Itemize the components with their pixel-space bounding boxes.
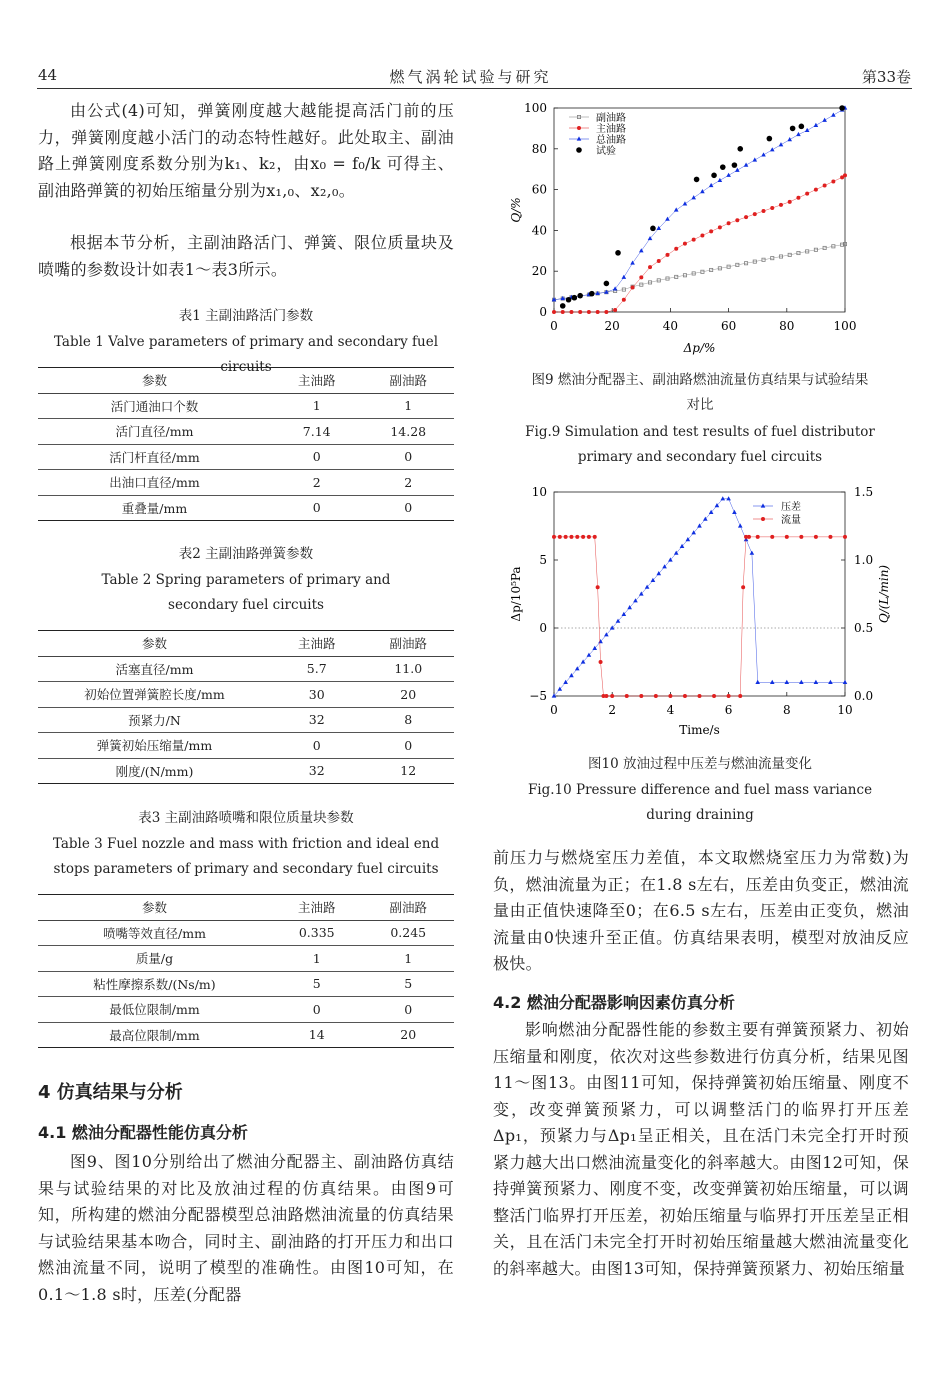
table-row — [38, 470, 454, 496]
x-tick-label: 6 — [724, 703, 733, 717]
data-point-流量 — [599, 660, 603, 664]
data-point-试验 — [711, 173, 717, 179]
legend-marker — [761, 517, 765, 521]
x-tick-label: 2 — [608, 703, 617, 717]
table-header-cell: 参数 — [38, 631, 271, 657]
y-right-tick-label: 1.5 — [854, 485, 874, 499]
data-point-流量 — [741, 585, 745, 589]
table-cell: 重叠量/mm — [38, 495, 271, 521]
table-row — [38, 758, 454, 784]
figure-9-chart — [490, 96, 910, 358]
volume-label: 第33卷 — [861, 68, 911, 86]
table-cell: 1 — [271, 393, 363, 419]
table-row — [38, 946, 454, 972]
table3-title-en: Table 3 Fuel nozzle and mass with friction and ideal end stops parameters of primary and secondary fuel circuits — [52, 836, 440, 877]
data-point-流量 — [756, 535, 760, 539]
legend-label: 总油路 — [596, 135, 626, 146]
y-tick-label: 100 — [524, 101, 547, 115]
right-paragraph-1: 前压力与燃烧室压力差值，本文取燃烧室压力为常数)为负，燃油流量为正；在1.8 s左右，压差由负变正，燃油流量由正值快速降至0；在6.5 s左右，压差由正变负，燃油流量由0快速升至正值。仿真结果表明，模型对放油反应极快。 — [493, 848, 909, 973]
data-point-总油路 — [770, 147, 775, 151]
data-point-试验 — [737, 146, 743, 152]
data-point-总油路 — [718, 178, 723, 182]
data-point-主油路 — [613, 308, 617, 312]
data-point-试验 — [694, 177, 700, 183]
table-cell: 0 — [271, 444, 363, 470]
section-4-heading: 4 仿真结果与分析 — [38, 1082, 183, 1103]
legend-label: 试验 — [596, 146, 616, 157]
data-point-压差 — [755, 680, 760, 684]
y-tick-label: 0 — [539, 305, 547, 319]
data-point-流量 — [552, 535, 556, 539]
data-point-主油路 — [692, 238, 696, 242]
table-row — [38, 997, 454, 1023]
legend-label: 压差 — [781, 502, 801, 513]
data-point-主油路 — [770, 206, 774, 210]
y-axis-label: Δp/10⁵Pa — [509, 566, 523, 622]
y-right-tick-label: 0.0 — [854, 689, 874, 703]
legend-marker — [576, 147, 582, 153]
data-point-试验 — [615, 250, 621, 256]
table-row — [38, 971, 454, 997]
table1-title-cn: 表1 主副油路活门参数 — [178, 308, 314, 324]
data-point-试验 — [604, 281, 610, 287]
table-cell: 喷嘴等效直径/mm — [38, 920, 271, 946]
x-tick-label: 80 — [779, 319, 795, 333]
table-row — [38, 656, 454, 682]
data-point-主油路 — [596, 310, 600, 314]
data-point-主油路 — [700, 234, 704, 238]
table-row — [38, 444, 454, 470]
data-point-主油路 — [779, 203, 783, 207]
data-point-试验 — [572, 295, 578, 301]
data-point-压差 — [828, 680, 833, 684]
y-axis-label: Q/% — [509, 197, 523, 223]
data-point-主油路 — [788, 200, 792, 204]
table1-title-en: Table 1 Valve parameters of primary and secondary fuel circuits — [53, 334, 439, 375]
data-point-流量 — [843, 535, 847, 539]
data-point-压差 — [770, 680, 775, 684]
table-cell: 20 — [362, 682, 454, 708]
table-cell: 0 — [271, 495, 363, 521]
data-point-主油路 — [727, 221, 731, 225]
table-row — [38, 1022, 454, 1048]
table-row — [38, 682, 454, 708]
table-header-cell: 副油路 — [362, 368, 454, 394]
figure-10-caption-en: Fig.10 Pressure difference and fuel mass variance during draining — [527, 782, 873, 823]
table-row — [38, 393, 454, 419]
data-point-试验 — [767, 136, 773, 142]
y-tick-label: −5 — [529, 689, 547, 703]
figure-10-caption-cn: 图10 放油过程中压差与燃油流量变化 — [588, 756, 812, 772]
data-point-总油路 — [831, 113, 836, 117]
data-point-总油路 — [744, 163, 749, 167]
section-4-1-heading: 4.1 燃油分配器性能仿真分析 — [38, 1123, 248, 1142]
data-point-流量 — [785, 535, 789, 539]
table-cell: 8 — [362, 707, 454, 733]
data-point-流量 — [727, 694, 731, 698]
table-cell: 活门直径/mm — [38, 419, 271, 445]
data-point-主油路 — [831, 179, 835, 183]
data-point-主油路 — [823, 184, 827, 188]
table-header-cell: 主油路 — [271, 895, 363, 921]
legend-label: 流量 — [781, 515, 801, 526]
table-cell: 0 — [362, 495, 454, 521]
data-point-流量 — [770, 535, 774, 539]
data-point-主油路 — [709, 229, 713, 233]
table2-title-en: Table 2 Spring parameters of primary and secondary fuel circuits — [101, 572, 391, 613]
table-2 — [38, 630, 454, 784]
y-tick-label: 5 — [539, 553, 547, 567]
x-tick-label: 20 — [604, 319, 620, 333]
table-cell: 32 — [271, 707, 363, 733]
page-number: 44 — [38, 66, 58, 84]
data-point-压差 — [720, 496, 725, 500]
x-tick-label: 100 — [833, 319, 857, 333]
data-point-总油路 — [805, 128, 810, 132]
table-row — [38, 733, 454, 759]
table-cell: 11.0 — [362, 656, 454, 682]
x-axis-label: Time/s — [679, 723, 720, 737]
data-point-流量 — [683, 694, 687, 698]
data-point-试验 — [577, 293, 583, 299]
data-point-流量 — [558, 535, 562, 539]
table-cell: 0 — [362, 733, 454, 759]
data-point-主油路 — [796, 196, 800, 200]
table-row — [38, 707, 454, 733]
x-tick-label: 0 — [550, 319, 558, 333]
table-cell: 活门杆直径/mm — [38, 444, 271, 470]
data-point-流量 — [593, 535, 597, 539]
figure-10-chart — [490, 482, 910, 748]
table3-title-cn: 表3 主副油路喷嘴和限位质量块参数 — [138, 810, 354, 826]
data-point-总油路 — [683, 201, 688, 205]
data-point-主油路 — [843, 173, 847, 177]
data-point-主油路 — [648, 265, 652, 269]
y-right-tick-label: 1.0 — [854, 553, 874, 567]
data-point-流量 — [799, 535, 803, 539]
data-point-流量 — [698, 694, 702, 698]
data-point-试验 — [720, 164, 726, 170]
table-cell: 2 — [271, 470, 363, 496]
table-cell: 0 — [271, 733, 363, 759]
data-point-总油路 — [709, 183, 714, 187]
data-point-主油路 — [805, 192, 809, 196]
table2-title-cn: 表2 主副油路弹簧参数 — [178, 546, 314, 562]
x-tick-label: 40 — [662, 319, 679, 333]
table-cell: 出油口直径/mm — [38, 470, 271, 496]
table-cell: 0 — [362, 997, 454, 1023]
table-row — [38, 419, 454, 445]
y-tick-label: 60 — [531, 182, 547, 197]
table-header-cell: 参数 — [38, 368, 271, 394]
plot-frame — [554, 492, 845, 696]
data-point-流量 — [738, 694, 742, 698]
table-cell: 1 — [362, 946, 454, 972]
data-point-主油路 — [578, 310, 582, 314]
data-point-流量 — [604, 694, 608, 698]
x-tick-label: 8 — [782, 703, 791, 717]
table-header-cell: 副油路 — [362, 631, 454, 657]
table-cell: 14.28 — [362, 419, 454, 445]
table-cell: 初始位置弹簧腔长度/mm — [38, 682, 271, 708]
table-cell: 1 — [271, 946, 363, 972]
y-right-axis-label: Q/(L/min) — [877, 564, 891, 624]
legend-marker — [577, 126, 581, 130]
figure-9-caption-cn: 图9 燃油分配器主、副油路燃油流量仿真结果与试验结果对比 — [531, 372, 869, 413]
data-point-总油路 — [622, 275, 627, 279]
section-4-2-heading: 4.2 燃油分配器影响因素仿真分析 — [493, 993, 735, 1012]
data-point-主油路 — [665, 253, 669, 257]
y-tick-label: 80 — [531, 141, 547, 156]
table-cell: 2 — [362, 470, 454, 496]
table-header-cell: 副油路 — [362, 895, 454, 921]
table-row — [38, 920, 454, 946]
data-point-主油路 — [569, 310, 573, 314]
y-tick-label: 0 — [539, 621, 547, 635]
data-point-主油路 — [762, 209, 766, 213]
data-point-总油路 — [674, 207, 679, 211]
table-cell: 弹簧初始压缩量/mm — [38, 733, 271, 759]
right-paragraph-2: 影响燃油分配器性能的参数主要有弹簧预紧力、初始压缩量和刚度，依次对这些参数进行仿真分析，结果见图11～图13。由图11可知，保持弹簧初始压缩量、刚度不变，改变弹簧预紧力，可以调整活门的临界打开压差Δp₁，预紧力与Δp₁呈正相关，且在活门未完全打开时预紧力越大出口燃油流量变化的斜率越大。由图12可知，保持弹簧预紧力、刚度不变，改变弹簧初始压缩量，可以调整活门临界打开压差，初始压缩量与临界打开压差呈正相关，且在活门未完全打开时初始压缩量越大燃油流量变化的斜率越大。由图13可知，保持弹簧预紧力、初始压缩量 — [493, 1020, 909, 1278]
table-cell: 5 — [271, 971, 363, 997]
table-cell: 5 — [362, 971, 454, 997]
table-cell: 最高位限制/mm — [38, 1022, 271, 1048]
data-point-流量 — [625, 694, 629, 698]
table-3 — [38, 894, 454, 1048]
data-point-试验 — [650, 226, 656, 232]
table-cell: 0 — [362, 444, 454, 470]
y-tick-label: 40 — [531, 223, 547, 238]
x-tick-label: 60 — [720, 319, 737, 333]
table-cell: 活塞直径/mm — [38, 656, 271, 682]
data-point-主油路 — [552, 310, 556, 314]
data-point-流量 — [712, 694, 716, 698]
table-cell: 20 — [362, 1022, 454, 1048]
data-point-流量 — [654, 694, 658, 698]
data-point-试验 — [839, 105, 845, 111]
data-point-总油路 — [822, 118, 827, 122]
data-point-主油路 — [674, 247, 678, 251]
table-cell: 7.14 — [271, 419, 363, 445]
table-cell: 刚度/(N/mm) — [38, 758, 271, 784]
table-header-cell: 参数 — [38, 895, 271, 921]
table-cell: 1 — [362, 393, 454, 419]
table-cell: 14 — [271, 1022, 363, 1048]
data-point-总油路 — [787, 137, 792, 141]
data-point-流量 — [575, 535, 579, 539]
table-cell: 最低位限制/mm — [38, 997, 271, 1023]
data-point-总油路 — [779, 142, 784, 146]
table-cell: 预紧力/N — [38, 707, 271, 733]
data-point-试验 — [790, 126, 796, 132]
legend-marker — [577, 136, 582, 140]
data-point-主油路 — [622, 298, 626, 302]
data-point-试验 — [560, 303, 566, 309]
table-cell: 质量/g — [38, 946, 271, 972]
data-point-主油路 — [587, 310, 591, 314]
left-paragraph-1: 由公式(4)可知，弹簧刚度越大越能提高活门前的压力，弹簧刚度越小活门的动态特性越好。此处取主、副油路上弹簧刚度系数分别为k₁、k₂，由x₀ = f₀/k 可得主、副油路弹簧的初始压缩量分别为x₁,₀、x₂,₀。 — [38, 101, 454, 200]
data-point-总油路 — [814, 123, 819, 127]
table-header-cell: 主油路 — [271, 631, 363, 657]
left-paragraph-3: 图9、图10分别给出了燃油分配器主、副油路仿真结果与试验结果的对比及放油过程的仿真结果。由图9可知，所构建的燃油分配器模型总油路燃油流量的仿真结果与试验结果基本吻合，同时主、副油路的打开压力和出口燃油流量不同，说明了模型的准确性。由图10可知，在0.1～1.8 s时，压差(分配器 — [38, 1152, 454, 1304]
data-point-流量 — [639, 694, 643, 698]
data-point-流量 — [814, 535, 818, 539]
legend-marker — [761, 503, 766, 507]
data-point-主油路 — [744, 215, 748, 219]
y-tick-label: 10 — [531, 485, 547, 499]
data-point-压差 — [732, 510, 737, 514]
data-point-压差 — [785, 680, 790, 684]
data-point-主油路 — [604, 310, 608, 314]
data-point-流量 — [581, 535, 585, 539]
series-line-压差 — [554, 499, 845, 696]
data-point-流量 — [747, 535, 751, 539]
table-1 — [38, 367, 454, 521]
table-cell: 30 — [271, 682, 363, 708]
data-point-主油路 — [753, 212, 757, 216]
left-paragraph-2: 根据本节分析，主副油路活门、弹簧、限位质量块及喷嘴的参数设计如表1～表3所示。 — [38, 233, 454, 279]
table-cell: 12 — [362, 758, 454, 784]
data-point-流量 — [610, 694, 614, 698]
table-cell: 0.245 — [362, 920, 454, 946]
table-cell: 5.7 — [271, 656, 363, 682]
data-point-主油路 — [561, 310, 565, 314]
data-point-总油路 — [700, 189, 705, 193]
data-point-主油路 — [735, 218, 739, 222]
x-tick-label: 0 — [550, 703, 558, 717]
data-point-试验 — [799, 124, 805, 130]
table-cell: 0.335 — [271, 920, 363, 946]
data-point-流量 — [587, 535, 591, 539]
figure-9-caption-en: Fig.9 Simulation and test results of fuel distributor primary and secondary fuel circuits — [525, 424, 875, 465]
data-point-主油路 — [718, 225, 722, 229]
series-line-流量 — [554, 537, 845, 696]
data-point-流量 — [596, 585, 600, 589]
x-tick-label: 4 — [666, 703, 675, 717]
data-point-压差 — [799, 680, 804, 684]
data-point-总油路 — [691, 195, 696, 199]
data-point-主油路 — [814, 188, 818, 192]
data-point-流量 — [569, 535, 573, 539]
table-cell: 32 — [271, 758, 363, 784]
data-point-压差 — [750, 551, 755, 555]
data-point-总油路 — [761, 152, 766, 156]
header-rule — [37, 88, 912, 89]
x-axis-label: Δp/% — [683, 341, 716, 355]
data-point-流量 — [564, 535, 568, 539]
data-point-总油路 — [752, 157, 757, 161]
data-point-压差 — [738, 523, 743, 527]
data-point-主油路 — [639, 275, 643, 279]
y-tick-label: 20 — [531, 264, 547, 279]
data-point-总油路 — [726, 173, 731, 177]
data-point-压差 — [726, 496, 731, 500]
journal-title: 燃气涡轮试验与研究 — [389, 68, 552, 86]
data-point-试验 — [732, 162, 738, 168]
y-right-tick-label: 0.5 — [854, 621, 874, 635]
data-point-压差 — [843, 680, 848, 684]
data-point-总油路 — [735, 168, 740, 172]
table-header-cell: 主油路 — [271, 368, 363, 394]
x-tick-label: 10 — [837, 703, 853, 717]
data-point-主油路 — [683, 242, 687, 246]
data-point-试验 — [589, 291, 595, 297]
table-cell: 活门通油口个数 — [38, 393, 271, 419]
legend-label: 主油路 — [596, 124, 626, 135]
table-cell: 0 — [271, 997, 363, 1023]
data-point-流量 — [828, 535, 832, 539]
table-cell: 粘性摩擦系数/(Ns/m) — [38, 971, 271, 997]
data-point-流量 — [668, 694, 672, 698]
data-point-试验 — [566, 297, 572, 303]
data-point-主油路 — [657, 259, 661, 263]
data-point-主油路 — [631, 286, 635, 290]
table-row — [38, 495, 454, 521]
legend-label: 副油路 — [596, 113, 626, 124]
data-point-压差 — [814, 680, 819, 684]
